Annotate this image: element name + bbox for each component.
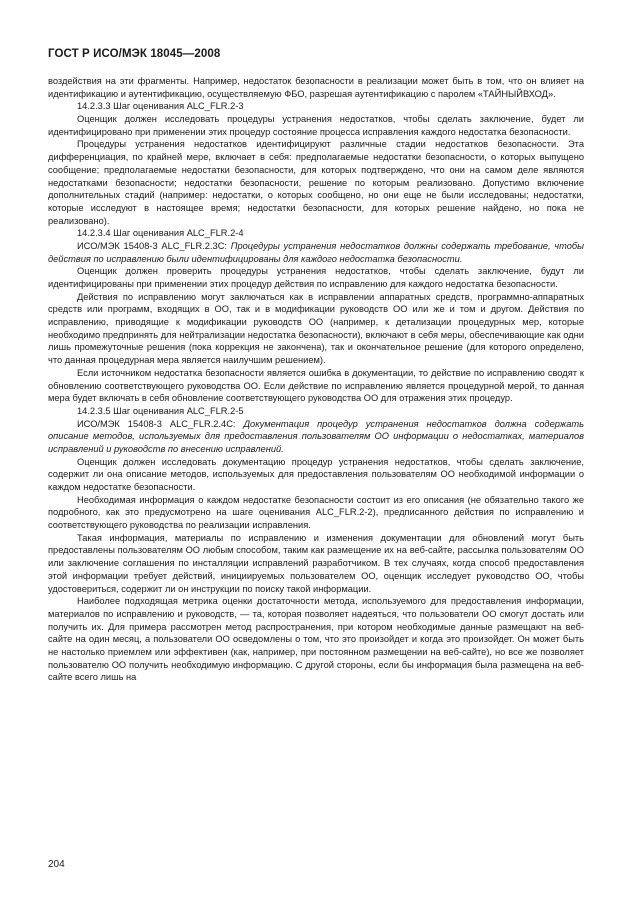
paragraph: Оценщик должен исследовать процедуры устранения недостатков, чтобы сделать заключение, будет ли идентифицировано при применении этих процедур состояние процесса исправления каждого недостатка безопасности.: [48, 114, 584, 137]
document-body: [48, 75, 584, 684]
section-heading: 14.2.3.5 Шаг оценивания ALC_FLR.2-5: [77, 405, 244, 416]
standard-requirement: [48, 418, 584, 456]
paragraph: Такая информация, материалы по исправлению и изменения документации для обновлений могут быть предоставлены пользователям ОО любым способом, таким как размещение их на веб-сайте, рассылка пользователям ОО или заключение соглашения по инсталляции исправлений разработчиком. В тех случаях, когда способ предоставления этой информации требует действий, инициируемых пользователем ОО, оценщик исследует руководство ОО, чтобы удостовериться, содержит ли он инструкции по поиску такой информации.: [48, 532, 584, 594]
section-heading: 14.2.3.4 Шаг оценивания ALC_FLR.2-4: [77, 228, 244, 239]
paragraph: Необходимая информация о каждом недостатке безопасности состоит из его описания (не обязательно такого же подробного, как это предусмотрено на шаге оценивания ALC_FLR.2-2), предписанного действия по исправлению и соответствующего руководства по реализации исправления.: [48, 494, 584, 531]
requirement-text: Документация процедур устранения недостатков должна содержать описание методов, используемых для предоставления пользователям ОО информации о недостатках, материалов исправлений и руководств по внесению исправлений.: [48, 418, 585, 454]
requirement-label: ИСО/МЭК 15408-3 ALC_FLR.2.4C:: [77, 418, 244, 429]
paragraph: Действия по исправлению могут заключаться как в исправлении аппаратных средств, программно-аппаратных средств или программ, входящих в ОО, так и в модификации руководств ОО или же и том и другом. Действия по исправлению, приводящие к модификации руководств ОО (например, к детализации процедурных мер, которые необходимо предпринять для нейтрализации недостатка безопасности), включают в себя меры, обеспечивающие как одни лишь промежуточные решения (пока коррекция не закончена), так и окончательное решение (для которого определено, что данная процедурная мера является наилучшим решением).: [48, 291, 584, 366]
paragraph: Оценщик должен проверить процедуры устранения недостатков, чтобы сделать заключение, будут ли идентифицированы при применении этих процедур действия по исправлению для каждого недостатка безопасности.: [48, 266, 584, 289]
section-heading: 14.2.3.3 Шаг оценивания ALC_FLR.2-3: [77, 101, 244, 112]
paragraph: Процедуры устранения недостатков идентифицируют различные стадии недостатков безопасности. Эта дифференциация, по крайней мере, включает в себя: предполагаемые недостатки безопасности, о которых выпущено сообщение; предполагаемые недостатки безопасности, для которых подтверждено, что они на самом деле являются недостатками безопасности; недостатки безопасности, решение по которым реализовано. Допустимо включение дополнительных стадий (например: недостатки, о которых сообщено, но они еще не были исследованы; недостатки, которые исследуют в настоящее время; недостатки безопасности, для которых решение найдено, но пока не реализовано).: [48, 139, 584, 226]
paragraph: Если источником недостатка безопасности является ошибка в документации, то действие по исправлению сводят к обновлению соответствующего руководства ОО. Если действие по исправлению является процедурной мерой, то данная мера будет включать в себя обновление соответствующего руководства ОО для отражения этих процедур.: [48, 367, 584, 404]
paragraph: Наиболее подходящая метрика оценки достаточности метода, используемого для предоставления информации, материалов по исправлению и руководств, — та, которая позволяет надеяться, что пользователи ОО смогут достать или получить их. Для примера рассмотрен метод распространения, при котором необходимые данные размещают на веб-сайте на один месяц, а пользователи ОО осведомлены о том, что это произойдет и когда это произойдет. Он может быть не настолько приемлем или эффективен (как, например, при постоянном размещении на веб-сайте), но все же позволяет пользователю ОО получить необходимую информацию. С другой стороны, если бы информация была размещена на веб-сайте всего лишь на: [48, 596, 584, 683]
page-number: 204: [48, 859, 65, 870]
paragraph: Оценщик должен исследовать документацию процедур устранения недостатков, чтобы сделать заключение, содержит ли она описание методов, используемых для предоставления пользователям ОО необходимой информации о каждом недостатке безопасности.: [48, 456, 584, 492]
document-header: ГОСТ Р ИСО/МЭК 18045—2008: [48, 48, 221, 60]
requirement-label: ИСО/МЭК 15408-3 ALC_FLR.2.3C:: [77, 240, 231, 251]
standard-requirement: [48, 240, 584, 265]
paragraph: воздействия на эти фрагменты. Например, недостаток безопасности в реализации может быть в том, что он влияет на идентификацию и аутентификацию, осуществляемую ФБО, разрешая аутентификацию с паролем «ТАЙНЫЙВХОД».: [48, 76, 584, 99]
requirement-text: Процедуры устранения недостатков должны содержать требование, чтобы действия по исправлению были идентифицированы для каждого недостатка безопасности.: [48, 240, 585, 264]
